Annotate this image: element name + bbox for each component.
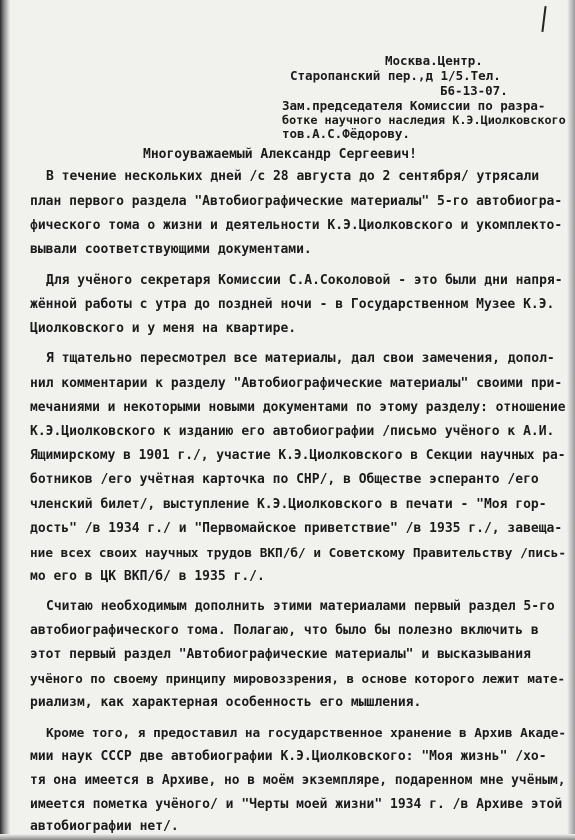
body-line: мии наук СССР две автобиографии К.Э.Циолковского: "Моя жизнь" /хо- bbox=[30, 749, 547, 764]
body-line: нил комментарии к разделу "Автобиографические материалы" своими при- bbox=[30, 376, 563, 391]
body-line: Я тщательно пересмотрел все материалы, дал свои замечения, допол- bbox=[46, 351, 555, 366]
body-line: жённой работы с утра до поздней ночи - в Государственном Музее К.Э. bbox=[30, 297, 555, 312]
body-line: ние всех своих научных трудов ВКП/б/ и Советскому Правительству /пись- bbox=[30, 545, 567, 560]
body-line: ботников /его учётная карточка по СНР/, в Обществе эсперанто /его bbox=[30, 472, 539, 487]
header-line: Б6-13-07. bbox=[440, 83, 508, 98]
body-line: членский билет/, выступление К.Э.Циолковского в печати - "Моя гор- bbox=[30, 497, 547, 512]
salutation: Многоуважаемый Александр Сергеевич! bbox=[143, 147, 417, 162]
header-line: Старопанский пер.,д 1/5.Тел. bbox=[290, 68, 501, 83]
body-line: этот первый раздел "Автобиографические материалы" и высказывания bbox=[30, 647, 531, 662]
body-line: К.Э.Циолковского к изданию его автобиографии /письмо учёного к А.И. bbox=[30, 424, 555, 439]
body-line: В течение нескольких дней /с 28 августа до 2 сентября/ утрясали bbox=[46, 169, 540, 184]
body-line: риализм, как характерная особенность его мышления. bbox=[30, 695, 422, 710]
body-line: фического тома о жизни и деятельности К.Э.Циолковского и укомплекто- bbox=[30, 218, 563, 233]
header-line: ботке научного наследия К.Э.Циолковского bbox=[282, 113, 566, 127]
body-line: Циолковского и у меня на квартире. bbox=[30, 321, 297, 336]
body-line: Для учёного секретаря Комиссии С.А.Соколовой - это были дни напря- bbox=[46, 273, 563, 288]
body-line: мечаниями и некоторыми новыми документами по этому разделу: отношение bbox=[30, 400, 566, 415]
body-line: Кроме того, я предоставил на государственное хранение в Архив Акаде- bbox=[46, 725, 567, 740]
header-line: тов.А.С.Фёдорову. bbox=[282, 126, 410, 141]
header-line: Зам.председателя Комиссии по разра- bbox=[282, 98, 546, 113]
body-line: тя она имеется в Архиве, но в моём экземпляре, подаренном мне учёным, bbox=[30, 773, 566, 788]
body-line: Ящимирскому в 1901 г./, участие К.Э.Циолковского в Секции научных ра- bbox=[30, 448, 566, 463]
body-line: вывали соответствующими документами. bbox=[30, 242, 312, 257]
body-line: имеется пометка учёного/ и "Черты моей жизни" 1934 г. /в Архиве этой bbox=[30, 797, 563, 812]
pen-stroke-mark bbox=[541, 6, 546, 32]
body-line: автобиографии нет/. bbox=[30, 819, 179, 834]
body-line: учёного по своему принципу мировоззрения, в основе которого лежит мате- bbox=[30, 671, 565, 686]
body-line: мо его в ЦК ВКП/б/ в 1935 г./. bbox=[30, 569, 265, 584]
page-left-shadow bbox=[0, 0, 10, 840]
page-right-shadow bbox=[567, 0, 575, 840]
body-line: план первого раздела "Автобиографические материалы" 5-го автобиогра- bbox=[30, 194, 563, 209]
header-line: Москва.Центр. bbox=[385, 53, 483, 68]
body-line: Считаю необходимым дополнить этими материалами первый раздел 5-го bbox=[46, 599, 555, 614]
body-line: дость" /в 1934 г./ и "Первомайское приветствие" /в 1935 г./, завеща- bbox=[30, 521, 563, 536]
body-line: автобиографического тома. Полагаю, что было бы полезно включить в bbox=[30, 623, 539, 638]
